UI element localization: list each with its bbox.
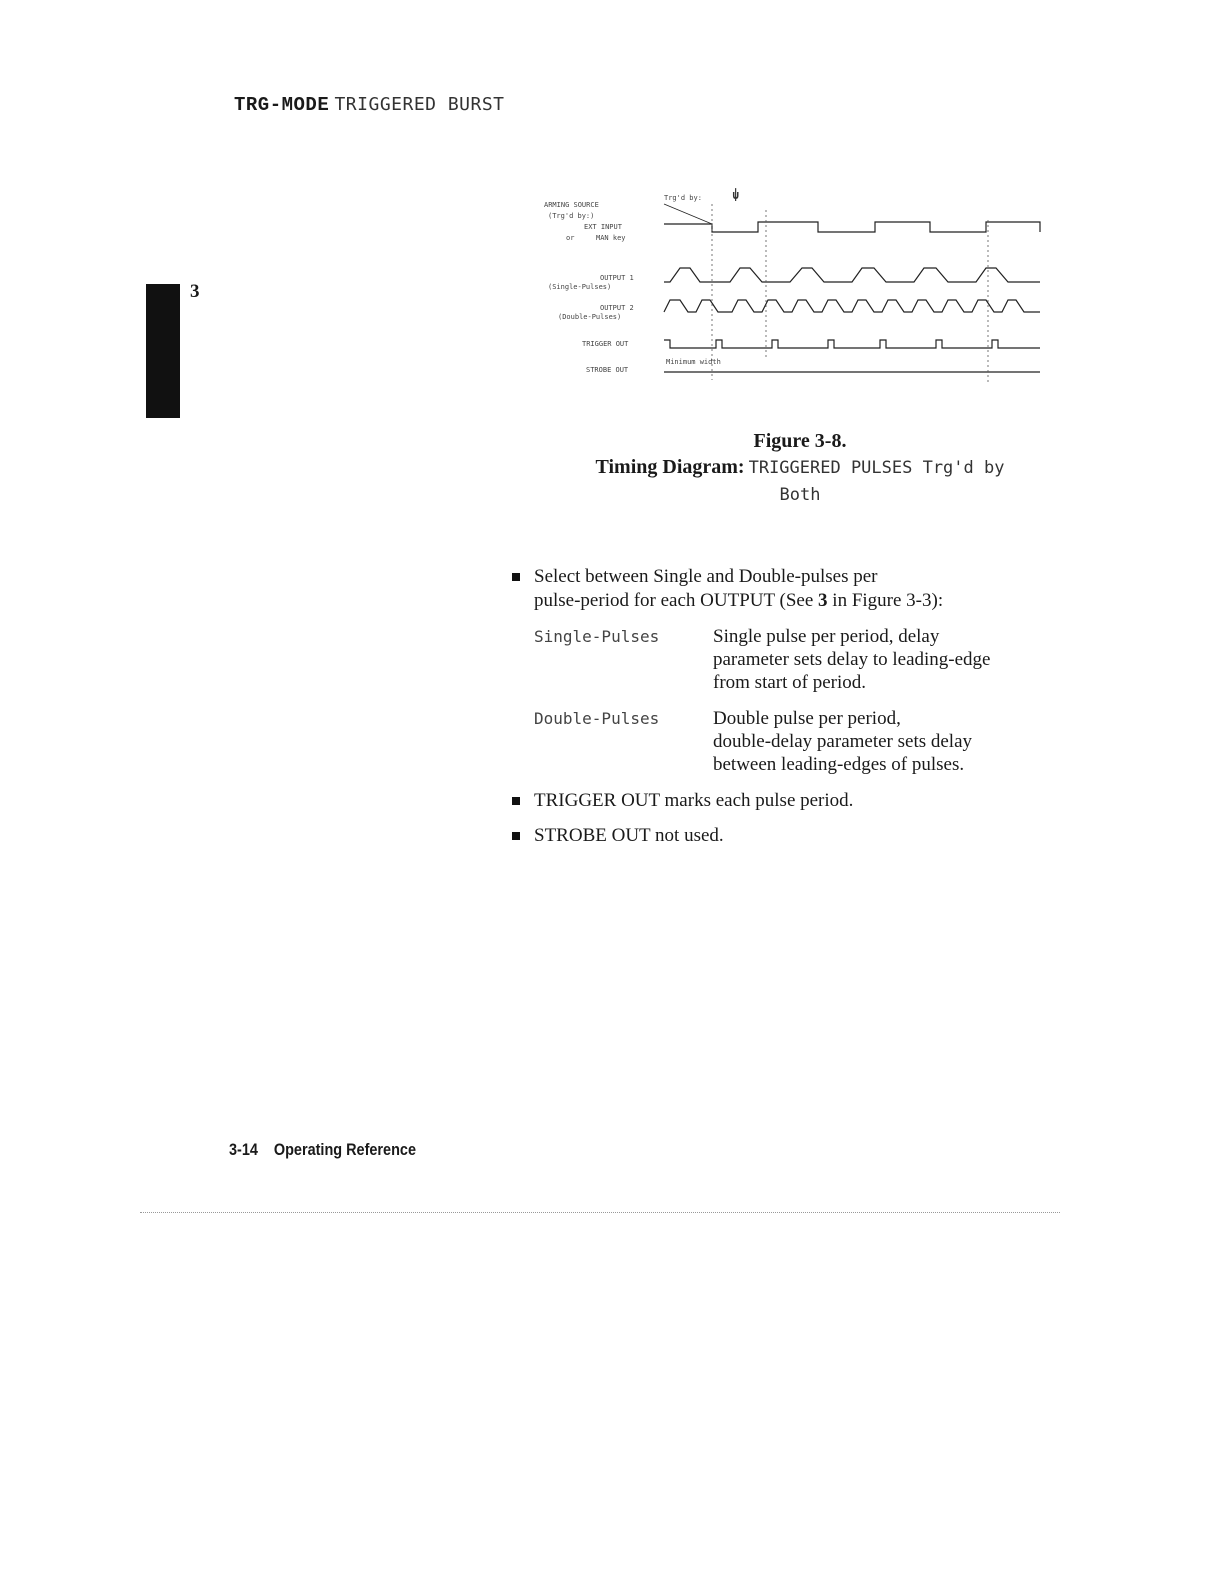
arming-arrow-line [664,204,712,224]
definition-line: parameter sets delay to leading-edge [713,649,991,670]
label-trigger-out: TRIGGER OUT [582,340,629,348]
bullet-line: Select between Single and Double-pulses per [534,566,878,587]
bullet-bold-ref: 3 [818,590,828,611]
definition-term: Single-Pulses [534,627,660,646]
label-strobe-out: STROBE OUT [586,366,629,374]
label-output2: OUTPUT 2 [600,304,634,312]
output1-trace [664,268,1040,282]
bullet-square-icon [512,573,520,581]
page-header [234,94,505,116]
figure-caption [540,428,1060,509]
caption-lead: Timing Diagram: [595,456,745,478]
bullet-item [512,789,1072,813]
bullet-line: pulse-period for each OUTPUT (See [534,590,819,611]
header-value: TRIGGERED BURST [334,94,505,115]
trigger-out-trace [664,340,1040,348]
label-trgd-by-paren: (Trg'd by:) [548,212,595,220]
label-trgd-by-top: Trg'd by: [664,194,702,202]
chapter-tab [146,284,180,418]
trigger-symbol-icon: ⍦ [732,188,740,202]
bullet-square-icon [512,832,520,840]
bullet-item [512,824,1072,848]
bullet-text: TRIGGER OUT marks each pulse period. [534,790,854,811]
bullet-item [512,565,1072,613]
bullet-line: in Figure 3-3): [827,590,944,611]
header-mode: TRG-MODE [234,94,330,116]
definition-desc [713,707,1073,776]
definition-desc [713,625,1073,694]
bullet-text [534,565,1072,613]
arming-source-trace [664,222,1040,232]
definition-line: from start of period. [713,672,867,693]
label-arming-source: ARMING SOURCE [544,201,599,209]
definition-line: Double pulse per period, [713,708,901,729]
timing-diagram [540,180,1060,395]
caption-mono-line1: TRIGGERED PULSES Trg'd by [748,458,1005,478]
scan-artifact-line [140,1212,1060,1216]
bullet-text: STROBE OUT not used. [534,825,724,846]
definition-term: Double-Pulses [534,709,660,728]
chapter-number: 3 [190,281,200,302]
figure-number: Figure 3-8. [753,430,847,452]
definition-line: between leading-edges of pulses. [713,754,965,775]
footer-page-number: 3-14 [229,1140,258,1159]
label-output1: OUTPUT 1 [600,274,634,282]
caption-mono-line2: Both [779,485,821,505]
label-double-pulses: (Double-Pulses) [558,313,622,321]
label-man-key: MAN key [596,234,626,242]
footer-section: Operating Reference [273,1140,416,1159]
bullet-square-icon [512,797,520,805]
label-or: or [566,234,575,242]
page-footer [229,1140,416,1160]
definition-line: double-delay parameter sets delay [713,731,973,752]
output2-trace [664,300,1040,312]
label-minimum-width: Minimum width [666,358,721,366]
definition-line: Single pulse per period, delay [713,626,940,647]
label-ext-input: EXT INPUT [584,223,622,231]
label-single-pulses: (Single-Pulses) [548,283,612,291]
